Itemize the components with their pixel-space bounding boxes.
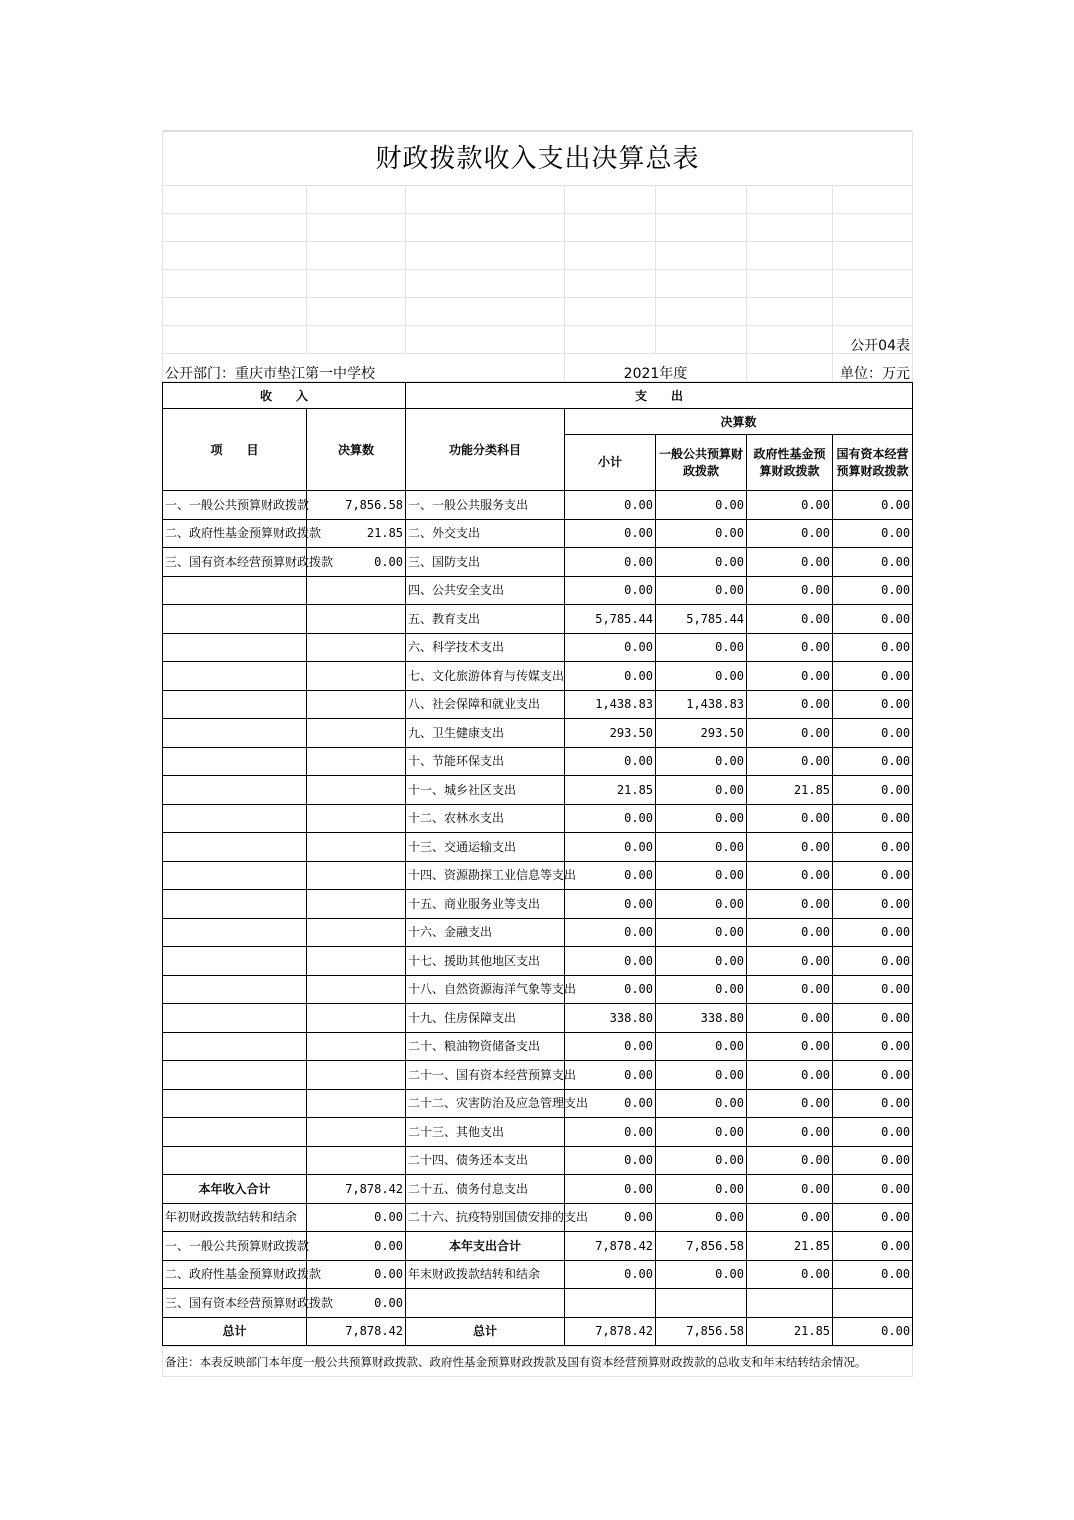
income-item <box>163 1061 307 1090</box>
table-row <box>163 1089 913 1118</box>
subtotal-value: 0.00 <box>565 947 656 976</box>
subtotal-value: 0.00 <box>565 1118 656 1147</box>
state-value: 0.00 <box>833 975 913 1004</box>
subtotal-value: 0.00 <box>565 1089 656 1118</box>
income-amount <box>307 1061 406 1090</box>
state-value: 0.00 <box>833 747 913 776</box>
general-value: 0.00 <box>656 1146 747 1175</box>
expense-item: 十八、自然资源海洋气象等支出 <box>406 975 565 1004</box>
income-amount: 7,878.42 <box>307 1175 406 1204</box>
general-value: 338.80 <box>656 1004 747 1033</box>
expense-item: 二、外交支出 <box>406 519 565 548</box>
income-amount: 0.00 <box>307 548 406 577</box>
spreadsheet <box>162 130 912 1377</box>
general-value: 0.00 <box>656 1203 747 1232</box>
state-value: 0.00 <box>833 662 913 691</box>
fund-value: 0.00 <box>747 690 833 719</box>
fund-value: 0.00 <box>747 1032 833 1061</box>
func-header: 功能分类科目 <box>406 409 565 491</box>
general-value: 0.00 <box>656 1260 747 1289</box>
income-amount <box>307 1004 406 1033</box>
general-value: 7,856.58 <box>656 1317 747 1346</box>
table-row <box>163 890 913 919</box>
fund-value: 0.00 <box>747 747 833 776</box>
general-value: 0.00 <box>656 890 747 919</box>
expense-item: 十二、农林水支出 <box>406 804 565 833</box>
fund-value: 0.00 <box>747 605 833 634</box>
general-value: 7,856.58 <box>656 1232 747 1261</box>
subtotal-value: 0.00 <box>565 1032 656 1061</box>
state-value: 0.00 <box>833 918 913 947</box>
income-amount: 0.00 <box>307 1289 406 1318</box>
subtotal-value: 0.00 <box>565 861 656 890</box>
general-value: 0.00 <box>656 833 747 862</box>
income-amount: 0.00 <box>307 1203 406 1232</box>
subtotal-value: 0.00 <box>565 1146 656 1175</box>
fund-value: 0.00 <box>747 1260 833 1289</box>
income-item <box>163 890 307 919</box>
fund-value: 0.00 <box>747 548 833 577</box>
state-value: 0.00 <box>833 947 913 976</box>
table-row <box>163 1260 913 1289</box>
state-value: 0.00 <box>833 605 913 634</box>
item-header: 项 目 <box>163 409 307 491</box>
table-row <box>163 833 913 862</box>
state-value: 0.00 <box>833 719 913 748</box>
state-value: 0.00 <box>833 633 913 662</box>
state-value: 0.00 <box>833 1260 913 1289</box>
state-value: 0.00 <box>833 690 913 719</box>
state-value: 0.00 <box>833 548 913 577</box>
general-value: 0.00 <box>656 747 747 776</box>
table-row <box>163 1232 913 1261</box>
state-value: 0.00 <box>833 576 913 605</box>
income-item <box>163 1146 307 1175</box>
footnote: 备注：本表反映部门本年度一般公共预算财政拨款、政府性基金预算财政拨款及国有资本经营预算财政拨款的总收支和年末结转结余情况。 <box>163 1347 913 1377</box>
expense-item: 本年支出合计 <box>406 1232 565 1261</box>
state-value: 0.00 <box>833 1032 913 1061</box>
income-amount <box>307 747 406 776</box>
subtotal-value: 338.80 <box>565 1004 656 1033</box>
income-amount <box>307 690 406 719</box>
general-value: 0.00 <box>656 633 747 662</box>
income-amount <box>307 1146 406 1175</box>
income-item <box>163 861 307 890</box>
expense-item: 六、科学技术支出 <box>406 633 565 662</box>
subtotal-value: 0.00 <box>565 804 656 833</box>
expense-item: 十四、资源勘探工业信息等支出 <box>406 861 565 890</box>
table-row <box>163 1203 913 1232</box>
year: 2021年度 <box>565 354 747 382</box>
state-value <box>833 1289 913 1318</box>
table-row <box>163 1146 913 1175</box>
income-item <box>163 719 307 748</box>
income-amount <box>307 804 406 833</box>
subtotal-value: 0.00 <box>565 890 656 919</box>
expense-item: 十三、交通运输支出 <box>406 833 565 862</box>
fund-value: 0.00 <box>747 719 833 748</box>
income-item <box>163 975 307 1004</box>
fund-value: 0.00 <box>747 519 833 548</box>
expense-item: 七、文化旅游体育与传媒支出 <box>406 662 565 691</box>
income-item: 二、政府性基金预算财政拨款 <box>163 519 307 548</box>
table-row <box>163 491 913 520</box>
state-value: 0.00 <box>833 890 913 919</box>
general-value: 0.00 <box>656 975 747 1004</box>
fund-value: 0.00 <box>747 662 833 691</box>
income-item <box>163 1004 307 1033</box>
fund-header: 政府性基金预算财政拨款 <box>747 435 833 491</box>
page-title: 财政拨款收入支出决算总表 <box>163 132 913 186</box>
income-amount <box>307 719 406 748</box>
table-row <box>163 1289 913 1318</box>
state-value: 0.00 <box>833 1203 913 1232</box>
table-row <box>163 1032 913 1061</box>
subtotal-value: 293.50 <box>565 719 656 748</box>
expense-item: 十六、金融支出 <box>406 918 565 947</box>
income-item: 年初财政拨款结转和结余 <box>163 1203 307 1232</box>
fund-value <box>747 1289 833 1318</box>
general-value: 0.00 <box>656 1089 747 1118</box>
income-item <box>163 947 307 976</box>
table-row <box>163 947 913 976</box>
table-row <box>163 804 913 833</box>
general-value: 0.00 <box>656 1032 747 1061</box>
income-amount <box>307 947 406 976</box>
general-value: 0.00 <box>656 548 747 577</box>
fund-value: 21.85 <box>747 776 833 805</box>
summary-table <box>162 131 913 382</box>
subtotal-value: 7,878.42 <box>565 1232 656 1261</box>
table-row <box>163 1118 913 1147</box>
table-row <box>163 605 913 634</box>
table-row <box>163 719 913 748</box>
expense-item: 八、社会保障和就业支出 <box>406 690 565 719</box>
state-value: 0.00 <box>833 519 913 548</box>
expense-item: 十一、城乡社区支出 <box>406 776 565 805</box>
table-row <box>163 861 913 890</box>
fund-value: 0.00 <box>747 1203 833 1232</box>
general-value: 0.00 <box>656 776 747 805</box>
expense-header: 支 出 <box>406 383 913 409</box>
general-value: 0.00 <box>656 861 747 890</box>
income-amount: 0.00 <box>307 1260 406 1289</box>
income-amount <box>307 776 406 805</box>
subtotal-value: 7,878.42 <box>565 1317 656 1346</box>
department: 公开部门：重庆市垫江第一中学校 <box>163 354 565 382</box>
general-value: 0.00 <box>656 1175 747 1204</box>
state-value: 0.00 <box>833 804 913 833</box>
table-row <box>163 1175 913 1204</box>
fund-value: 21.85 <box>747 1317 833 1346</box>
income-item <box>163 1089 307 1118</box>
table-row <box>163 747 913 776</box>
income-item: 总计 <box>163 1317 307 1346</box>
income-amount <box>307 1032 406 1061</box>
expense-item: 四、公共安全支出 <box>406 576 565 605</box>
income-amount <box>307 633 406 662</box>
subtotal-value: 0.00 <box>565 548 656 577</box>
state-value: 0.00 <box>833 861 913 890</box>
note-table <box>162 1346 913 1377</box>
fund-value: 0.00 <box>747 1089 833 1118</box>
expense-item: 年末财政拨款结转和结余 <box>406 1260 565 1289</box>
subtotal-value: 0.00 <box>565 1175 656 1204</box>
income-amount <box>307 1118 406 1147</box>
expense-item: 二十五、债务付息支出 <box>406 1175 565 1204</box>
state-value: 0.00 <box>833 1089 913 1118</box>
income-amount: 0.00 <box>307 1232 406 1261</box>
income-item <box>163 1118 307 1147</box>
subtotal-value: 1,438.83 <box>565 690 656 719</box>
income-item <box>163 747 307 776</box>
subtotal-value: 0.00 <box>565 833 656 862</box>
expense-item: 二十三、其他支出 <box>406 1118 565 1147</box>
state-value: 0.00 <box>833 1232 913 1261</box>
general-value: 0.00 <box>656 804 747 833</box>
subtotal-value: 0.00 <box>565 1203 656 1232</box>
state-value: 0.00 <box>833 1004 913 1033</box>
income-amount <box>307 890 406 919</box>
table-row <box>163 1317 913 1346</box>
expense-item: 九、卫生健康支出 <box>406 719 565 748</box>
general-value <box>656 1289 747 1318</box>
fund-value: 0.00 <box>747 861 833 890</box>
subtotal-value: 0.00 <box>565 1061 656 1090</box>
subtotal-value: 0.00 <box>565 519 656 548</box>
general-value: 0.00 <box>656 662 747 691</box>
fund-value: 0.00 <box>747 804 833 833</box>
table-row <box>163 1004 913 1033</box>
state-value: 0.00 <box>833 833 913 862</box>
fund-value: 0.00 <box>747 633 833 662</box>
fund-value: 0.00 <box>747 1004 833 1033</box>
state-header: 国有资本经营预算财政拨款 <box>833 435 913 491</box>
subtotal-header: 小计 <box>565 435 656 491</box>
fund-value: 0.00 <box>747 576 833 605</box>
subtotal-value: 0.00 <box>565 662 656 691</box>
table-row <box>163 576 913 605</box>
subtotal-value: 0.00 <box>565 491 656 520</box>
state-value: 0.00 <box>833 776 913 805</box>
general-value: 0.00 <box>656 918 747 947</box>
subtotal-value: 5,785.44 <box>565 605 656 634</box>
fund-value: 21.85 <box>747 1232 833 1261</box>
amount-header: 决算数 <box>307 409 406 491</box>
income-amount <box>307 861 406 890</box>
general-value: 293.50 <box>656 719 747 748</box>
subtotal-value: 0.00 <box>565 633 656 662</box>
expense-item: 二十、粮油物资储备支出 <box>406 1032 565 1061</box>
income-item <box>163 833 307 862</box>
fund-value: 0.00 <box>747 833 833 862</box>
state-value: 0.00 <box>833 491 913 520</box>
income-amount <box>307 1089 406 1118</box>
subtotal-value: 0.00 <box>565 576 656 605</box>
table-row <box>163 690 913 719</box>
subtotal-value: 0.00 <box>565 975 656 1004</box>
fund-value: 0.00 <box>747 947 833 976</box>
expense-item: 二十一、国有资本经营预算支出 <box>406 1061 565 1090</box>
state-value: 0.00 <box>833 1317 913 1346</box>
income-item: 二、政府性基金预算财政拨款 <box>163 1260 307 1289</box>
general-value: 0.00 <box>656 519 747 548</box>
expense-item: 二十二、灾害防治及应急管理支出 <box>406 1089 565 1118</box>
income-header: 收 入 <box>163 383 406 409</box>
general-header: 一般公共预算财政拨款 <box>656 435 747 491</box>
income-item <box>163 576 307 605</box>
income-amount <box>307 605 406 634</box>
table-row <box>163 918 913 947</box>
expense-item: 二十六、抗疫特别国债安排的支出 <box>406 1203 565 1232</box>
income-amount: 21.85 <box>307 519 406 548</box>
income-item: 三、国有资本经营预算财政拨款 <box>163 1289 307 1318</box>
general-value: 0.00 <box>656 576 747 605</box>
general-value: 1,438.83 <box>656 690 747 719</box>
state-value: 0.00 <box>833 1118 913 1147</box>
expense-item: 二十四、债务还本支出 <box>406 1146 565 1175</box>
fund-value: 0.00 <box>747 1061 833 1090</box>
unit: 单位：万元 <box>833 354 913 382</box>
general-value: 0.00 <box>656 491 747 520</box>
general-value: 5,785.44 <box>656 605 747 634</box>
expense-item: 十五、商业服务业等支出 <box>406 890 565 919</box>
income-amount <box>307 833 406 862</box>
income-item <box>163 918 307 947</box>
budget-header: 决算数 <box>565 409 913 435</box>
income-amount: 7,856.58 <box>307 491 406 520</box>
table-row <box>163 662 913 691</box>
fund-value: 0.00 <box>747 975 833 1004</box>
table-row <box>163 633 913 662</box>
fund-value: 0.00 <box>747 890 833 919</box>
general-value: 0.00 <box>656 1118 747 1147</box>
expense-item: 总计 <box>406 1317 565 1346</box>
income-item <box>163 662 307 691</box>
income-amount <box>307 576 406 605</box>
state-value: 0.00 <box>833 1061 913 1090</box>
expense-item: 十七、援助其他地区支出 <box>406 947 565 976</box>
table-row <box>163 1061 913 1090</box>
table-row <box>163 548 913 577</box>
expense-item: 三、国防支出 <box>406 548 565 577</box>
income-amount <box>307 662 406 691</box>
expense-item <box>406 1289 565 1318</box>
subtotal-value: 0.00 <box>565 747 656 776</box>
fund-value: 0.00 <box>747 1175 833 1204</box>
expense-item: 一、一般公共服务支出 <box>406 491 565 520</box>
income-item <box>163 776 307 805</box>
income-item <box>163 1032 307 1061</box>
income-amount <box>307 975 406 1004</box>
subtotal-value: 0.00 <box>565 918 656 947</box>
general-value: 0.00 <box>656 1061 747 1090</box>
expense-item: 十、节能环保支出 <box>406 747 565 776</box>
expense-item: 五、教育支出 <box>406 605 565 634</box>
income-item <box>163 804 307 833</box>
fund-value: 0.00 <box>747 1118 833 1147</box>
income-amount: 7,878.42 <box>307 1317 406 1346</box>
data-table <box>162 382 913 1346</box>
table-row <box>163 776 913 805</box>
fund-value: 0.00 <box>747 1146 833 1175</box>
income-amount <box>307 918 406 947</box>
expense-item: 十九、住房保障支出 <box>406 1004 565 1033</box>
income-item: 三、国有资本经营预算财政拨款 <box>163 548 307 577</box>
state-value: 0.00 <box>833 1175 913 1204</box>
fund-value: 0.00 <box>747 491 833 520</box>
table-row <box>163 975 913 1004</box>
income-item <box>163 633 307 662</box>
table-row <box>163 519 913 548</box>
subtotal-value: 0.00 <box>565 1260 656 1289</box>
general-value: 0.00 <box>656 947 747 976</box>
form-number: 公开04表 <box>833 326 913 354</box>
state-value: 0.00 <box>833 1146 913 1175</box>
subtotal-value <box>565 1289 656 1318</box>
income-item <box>163 690 307 719</box>
fund-value: 0.00 <box>747 918 833 947</box>
income-item: 本年收入合计 <box>163 1175 307 1204</box>
income-item: 一、一般公共预算财政拨款 <box>163 491 307 520</box>
income-item <box>163 605 307 634</box>
income-item: 一、一般公共预算财政拨款 <box>163 1232 307 1261</box>
subtotal-value: 21.85 <box>565 776 656 805</box>
